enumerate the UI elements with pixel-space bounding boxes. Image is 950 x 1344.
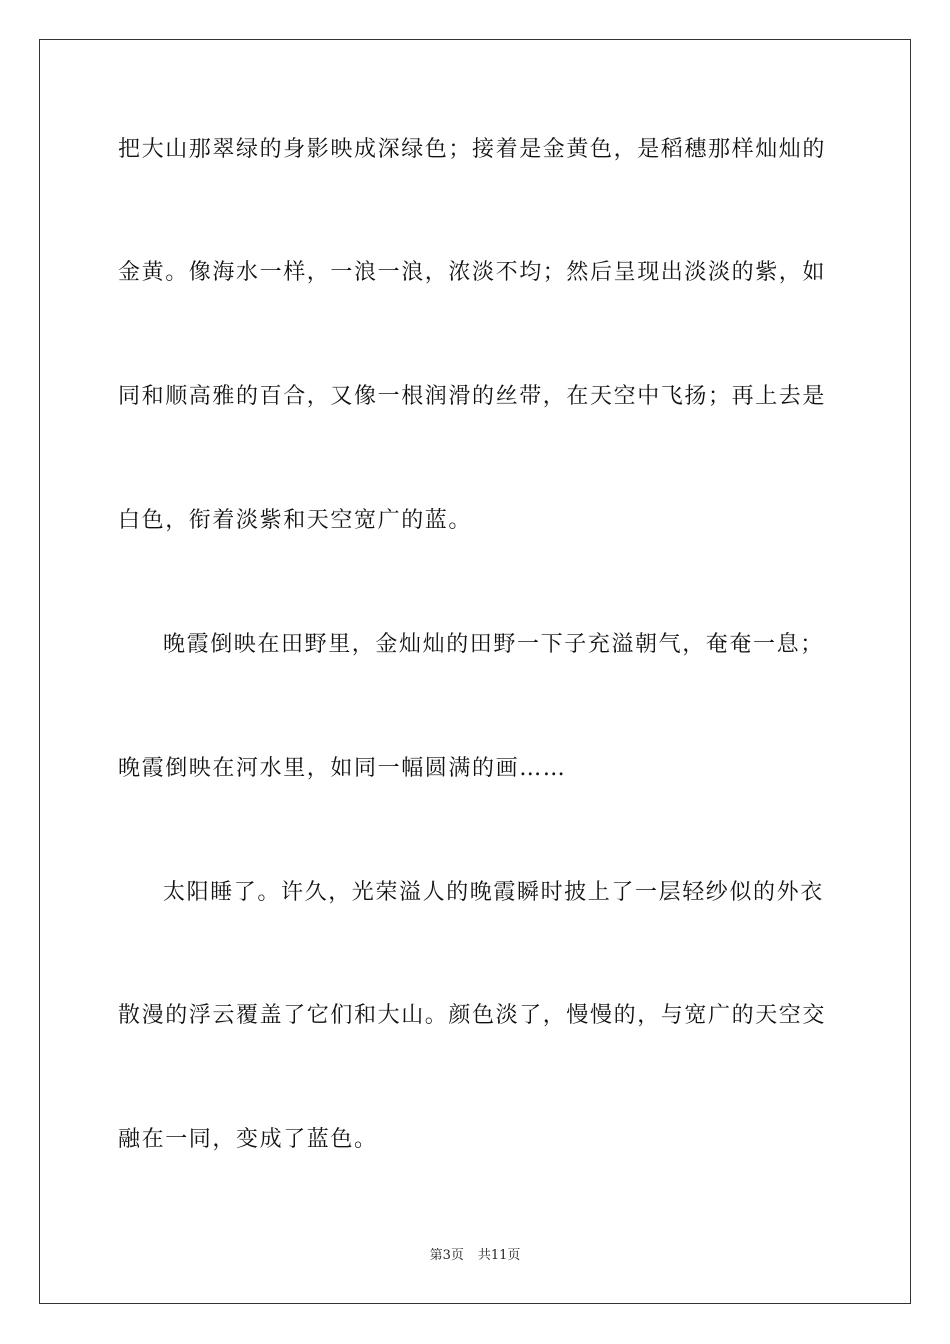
paragraph-line: 金黄。像海水一样，一浪一浪，浓淡不均；然后呈现出淡淡的紫，如 [118,260,827,285]
paragraph-line: 散漫的浮云覆盖了它们和大山。颜色淡了，慢慢的，与宽广的天空交 [118,1003,827,1028]
page-number: 第3页 [429,1248,464,1263]
paragraph-line: 把大山那翠绿的身影映成深绿色；接着是金黄色，是稻穗那样灿灿的 [118,137,827,162]
paragraph-line: 白色，衔着淡紫和天空宽广的蓝。 [118,508,473,533]
paragraph-line: 同和顺高雅的百合，又像一根润滑的丝带，在天空中飞扬；再上去是 [118,384,827,409]
paragraph-line: 太阳睡了。许久，光荣溢人的晚霞瞬时披上了一层轻纱似的外衣 [163,880,824,905]
paragraph-line: 融在一同，变成了蓝色。 [118,1127,378,1152]
page-border [39,39,911,1304]
paragraph-line: 晚霞倒映在田野里，金灿灿的田野一下子充溢朝气，奄奄一息； [163,632,824,657]
total-pages: 共11页 [477,1248,521,1263]
paragraph-line: 晚霞倒映在河水里，如同一幅圆满的画…… [118,756,567,781]
page-footer [0,1247,950,1265]
